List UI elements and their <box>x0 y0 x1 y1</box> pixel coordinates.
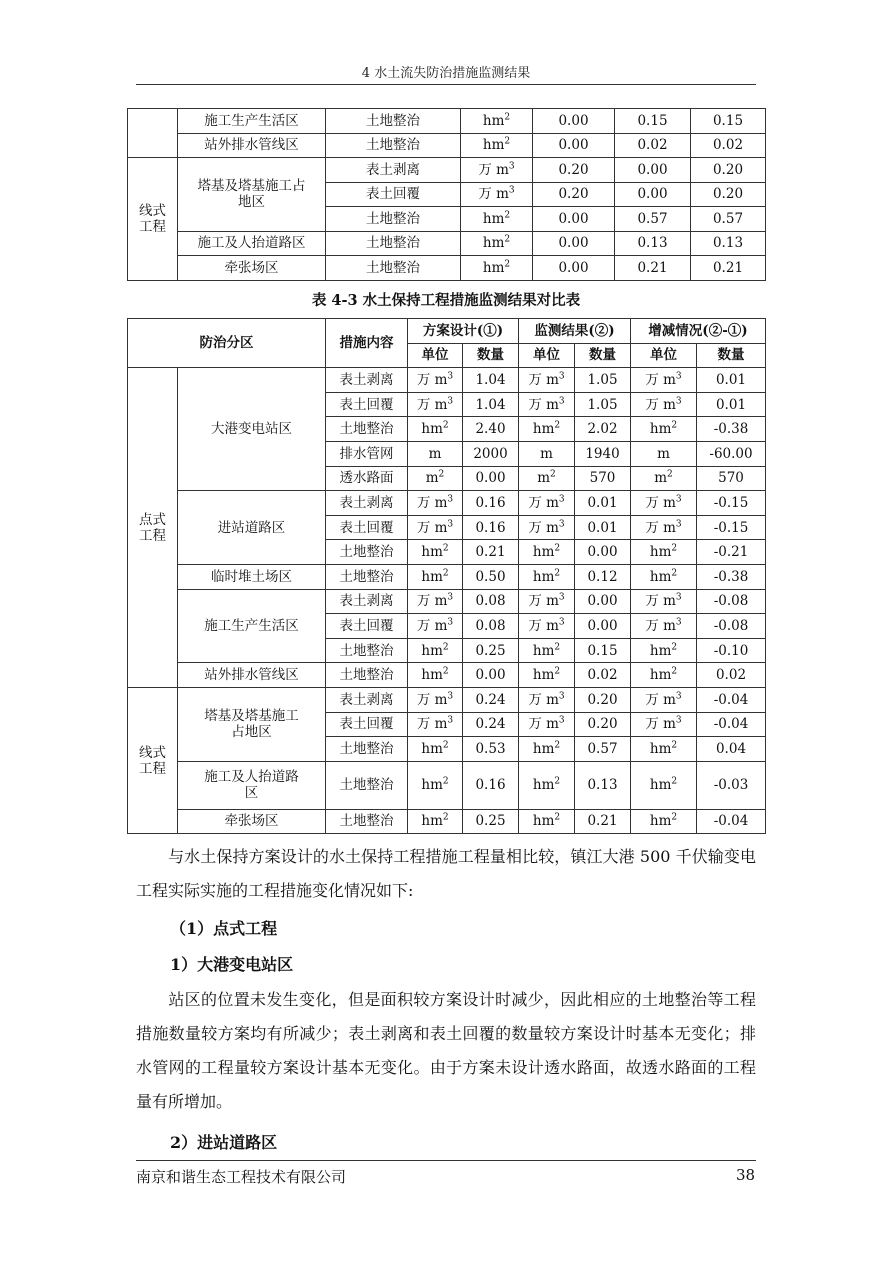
area-cell: 站外排水管线区 <box>178 663 326 688</box>
group-cell: 线式 工程 <box>128 158 178 281</box>
quantity-cell: 0.20 <box>575 687 631 712</box>
quantity-cell: -0.15 <box>697 491 766 516</box>
quantity-cell: 570 <box>697 466 766 491</box>
area-cell: 大港变电站区 <box>178 368 326 491</box>
header-measure: 措施内容 <box>326 319 408 368</box>
header-qty: 数量 <box>575 343 631 368</box>
unit-cell: 万 $m^3$ <box>519 589 575 614</box>
unit-cell: 万 $m^3$ <box>519 712 575 737</box>
quantity-cell: 1.04 <box>463 392 519 417</box>
measure-cell: 土地整治 <box>326 761 408 809</box>
unit-cell: $m^2$ <box>408 466 463 491</box>
table-row <box>128 158 766 183</box>
header-plan: 方案设计(①) <box>408 319 519 344</box>
unit-cell: m <box>631 441 697 466</box>
unit-cell: 万 $m^3$ <box>631 515 697 540</box>
unit-cell: 万 $m^3$ <box>408 491 463 516</box>
unit-cell: 万 $m^3$ <box>519 515 575 540</box>
value-cell: 0.00 <box>533 256 615 281</box>
unit-cell: 万 $m^3$ <box>408 392 463 417</box>
footer-rule <box>136 1160 756 1161</box>
area-cell: 临时堆土场区 <box>178 564 326 589</box>
measure-cell: 表土剥离 <box>326 687 408 712</box>
measure-cell: 表土回覆 <box>326 515 408 540</box>
unit-cell: $hm^2$ <box>461 207 533 232</box>
area-cell: 施工及人抬道路 区 <box>178 761 326 809</box>
unit-cell: 万 $m^3$ <box>408 687 463 712</box>
quantity-cell: 0.01 <box>575 515 631 540</box>
value-cell: 0.20 <box>533 182 615 207</box>
value-cell: 0.13 <box>615 231 691 256</box>
unit-cell: 万 $m^3$ <box>408 712 463 737</box>
header-zone: 防治分区 <box>128 319 326 368</box>
measure-cell: 表土剥离 <box>326 589 408 614</box>
unit-cell: 万 $m^3$ <box>408 589 463 614</box>
measure-cell: 土地整治 <box>326 737 408 762</box>
unit-cell: 万 $m^3$ <box>631 712 697 737</box>
heading-dagang-station: 1）大港变电站区 <box>170 955 294 974</box>
unit-cell: 万 $m^3$ <box>408 368 463 393</box>
area-cell: 站外排水管线区 <box>178 133 326 158</box>
measure-cell: 土地整治 <box>326 256 461 281</box>
value-cell: 0.00 <box>533 133 615 158</box>
value-cell: 0.00 <box>615 182 691 207</box>
unit-cell: $hm^2$ <box>631 540 697 565</box>
unit-cell: $hm^2$ <box>408 663 463 688</box>
paragraph-station: 站区的位置未发生变化，但是面积较方案设计时减少，因此相应的土地整治等工程措施数量较方案均有所减少；表土剥离和表土回覆的数量较方案设计时基本无变化；排水管网的工程量较方案设计基本无变化。由于方案未设计透水路面，故透水路面的工程量有所增加。 <box>136 990 756 1111</box>
unit-cell: $hm^2$ <box>519 737 575 762</box>
group-cell: 点式 工程 <box>128 368 178 688</box>
group-cell: 线式 工程 <box>128 687 178 833</box>
quantity-cell: 1.05 <box>575 368 631 393</box>
unit-cell: $hm^2$ <box>461 256 533 281</box>
value-cell: 0.20 <box>691 182 766 207</box>
value-cell: 0.00 <box>615 158 691 183</box>
quantity-cell: 0.02 <box>575 663 631 688</box>
unit-cell: $hm^2$ <box>631 663 697 688</box>
unit-cell: 万 $m^3$ <box>519 368 575 393</box>
unit-cell: $hm^2$ <box>519 761 575 809</box>
table-row <box>128 761 766 809</box>
quantity-cell: 0.24 <box>463 687 519 712</box>
measure-cell: 表土剥离 <box>326 158 461 183</box>
quantity-cell: -0.38 <box>697 564 766 589</box>
header-qty: 数量 <box>697 343 766 368</box>
page-header: 4 水土流失防治措施监测结果 <box>361 66 531 81</box>
unit-cell: $m^2$ <box>631 466 697 491</box>
unit-cell: 万 $m^3$ <box>519 491 575 516</box>
unit-cell: $hm^2$ <box>461 231 533 256</box>
paragraph-intro: 与水土保持方案设计的水土保持工程措施工程量相比较，镇江大港 500 千伏输变电工程实际实施的工程措施变化情况如下: <box>136 847 756 900</box>
value-cell: 0.20 <box>691 158 766 183</box>
quantity-cell: 0.12 <box>575 564 631 589</box>
table-row <box>128 368 766 393</box>
quantity-cell: 0.15 <box>575 638 631 663</box>
quantity-cell: -0.04 <box>697 687 766 712</box>
quantity-cell: 0.01 <box>575 491 631 516</box>
measure-cell: 土地整治 <box>326 207 461 232</box>
quantity-cell: 0.21 <box>463 540 519 565</box>
quantity-cell: 2000 <box>463 441 519 466</box>
unit-cell: $hm^2$ <box>631 761 697 809</box>
unit-cell: m <box>519 441 575 466</box>
unit-cell: $hm^2$ <box>631 737 697 762</box>
unit-cell: 万 $m^3$ <box>631 614 697 639</box>
quantity-cell: 0.16 <box>463 515 519 540</box>
unit-cell: $hm^2$ <box>519 564 575 589</box>
quantity-cell: 0.50 <box>463 564 519 589</box>
header-change: 增减情况(②-①) <box>631 319 766 344</box>
area-cell: 牵张场区 <box>178 809 326 834</box>
header-rule <box>136 84 756 85</box>
value-cell: 0.15 <box>615 109 691 134</box>
unit-cell: $hm^2$ <box>519 540 575 565</box>
page-number: 38 <box>736 1166 756 1184</box>
area-cell: 塔基及塔基施工占 地区 <box>178 158 326 232</box>
quantity-cell: 0.02 <box>697 663 766 688</box>
header-qty: 数量 <box>463 343 519 368</box>
value-cell: 0.21 <box>691 256 766 281</box>
measure-cell: 透水路面 <box>326 466 408 491</box>
area-cell: 施工生产生活区 <box>178 589 326 663</box>
unit-cell: 万 $m^3$ <box>408 614 463 639</box>
unit-cell: $hm^2$ <box>408 809 463 834</box>
quantity-cell: 0.16 <box>463 491 519 516</box>
measure-cell: 排水管网 <box>326 441 408 466</box>
quantity-cell: 0.00 <box>575 540 631 565</box>
area-cell: 施工及人抬道路区 <box>178 231 326 256</box>
quantity-cell: 0.00 <box>463 466 519 491</box>
unit-cell: 万 $m^3$ <box>519 687 575 712</box>
table-row <box>128 564 766 589</box>
table-row <box>128 491 766 516</box>
value-cell: 0.00 <box>533 207 615 232</box>
heading-point-project: （1）点式工程 <box>170 919 278 938</box>
table-row <box>128 687 766 712</box>
quantity-cell: 0.20 <box>575 712 631 737</box>
quantity-cell: 0.57 <box>575 737 631 762</box>
quantity-cell: -0.04 <box>697 712 766 737</box>
quantity-cell: 1.04 <box>463 368 519 393</box>
heading-access-road: 2）进站道路区 <box>170 1133 278 1152</box>
unit-cell: 万 $m^3$ <box>519 392 575 417</box>
header-unit: 单位 <box>519 343 575 368</box>
value-cell: 0.02 <box>691 133 766 158</box>
quantity-cell: -0.03 <box>697 761 766 809</box>
measure-cell: 表土回覆 <box>326 614 408 639</box>
value-cell: 0.21 <box>615 256 691 281</box>
quantity-cell: 0.13 <box>575 761 631 809</box>
unit-cell: $hm^2$ <box>461 109 533 134</box>
measure-cell: 表土剥离 <box>326 491 408 516</box>
value-cell: 0.57 <box>691 207 766 232</box>
measure-cell: 土地整治 <box>326 638 408 663</box>
quantity-cell: 0.04 <box>697 737 766 762</box>
unit-cell: $hm^2$ <box>408 737 463 762</box>
quantity-cell: 570 <box>575 466 631 491</box>
quantity-cell: -0.08 <box>697 589 766 614</box>
header-unit: 单位 <box>408 343 463 368</box>
quantity-cell: 0.25 <box>463 638 519 663</box>
quantity-cell: 0.21 <box>575 809 631 834</box>
quantity-cell: 0.08 <box>463 589 519 614</box>
quantity-cell: -0.15 <box>697 515 766 540</box>
quantity-cell: -0.10 <box>697 638 766 663</box>
unit-cell: 万 $m^3$ <box>631 491 697 516</box>
quantity-cell: 0.25 <box>463 809 519 834</box>
table-row <box>128 663 766 688</box>
unit-cell: 万 $m^3$ <box>631 392 697 417</box>
table-row <box>128 231 766 256</box>
table-row <box>128 809 766 834</box>
unit-cell: $m^2$ <box>519 466 575 491</box>
measure-cell: 土地整治 <box>326 109 461 134</box>
table-row <box>128 589 766 614</box>
comparison-table-body <box>128 368 766 834</box>
unit-cell: $hm^2$ <box>519 809 575 834</box>
value-cell: 0.57 <box>615 207 691 232</box>
measure-cell: 土地整治 <box>326 540 408 565</box>
quantity-cell: -0.21 <box>697 540 766 565</box>
quantity-cell: 2.40 <box>463 417 519 442</box>
quantity-cell: 0.01 <box>697 392 766 417</box>
measure-cell: 土地整治 <box>326 564 408 589</box>
unit-cell: $hm^2$ <box>408 638 463 663</box>
unit-cell: 万 $m^3$ <box>631 589 697 614</box>
quantity-cell: 0.53 <box>463 737 519 762</box>
group-cell-empty <box>128 109 178 158</box>
quantity-cell: 2.02 <box>575 417 631 442</box>
unit-cell: 万 $m^3$ <box>631 368 697 393</box>
area-cell: 牵张场区 <box>178 256 326 281</box>
measure-cell: 表土剥离 <box>326 368 408 393</box>
quantity-cell: 0.08 <box>463 614 519 639</box>
measure-cell: 土地整治 <box>326 809 408 834</box>
unit-cell: 万 $m^3$ <box>408 515 463 540</box>
value-cell: 0.00 <box>533 231 615 256</box>
measure-cell: 土地整治 <box>326 417 408 442</box>
value-cell: 0.02 <box>615 133 691 158</box>
table-row <box>128 133 766 158</box>
unit-cell: 万 $m^3$ <box>461 158 533 183</box>
table-caption: 表 4-3 水土保持工程措施监测结果对比表 <box>311 292 581 309</box>
unit-cell: m <box>408 441 463 466</box>
table-row <box>128 109 766 134</box>
quantity-cell: -0.08 <box>697 614 766 639</box>
unit-cell: $hm^2$ <box>519 663 575 688</box>
unit-cell: $hm^2$ <box>461 133 533 158</box>
measure-cell: 土地整治 <box>326 133 461 158</box>
value-cell: 0.00 <box>533 109 615 134</box>
table-row <box>128 256 766 281</box>
measure-cell: 表土回覆 <box>326 182 461 207</box>
quantity-cell: 0.01 <box>697 368 766 393</box>
header-monitor: 监测结果(②) <box>519 319 631 344</box>
quantity-cell: 0.00 <box>575 589 631 614</box>
measure-cell: 土地整治 <box>326 231 461 256</box>
value-cell: 0.15 <box>691 109 766 134</box>
unit-cell: $hm^2$ <box>631 564 697 589</box>
value-cell: 0.13 <box>691 231 766 256</box>
unit-cell: 万 $m^3$ <box>461 182 533 207</box>
header-unit: 单位 <box>631 343 697 368</box>
unit-cell: $hm^2$ <box>408 761 463 809</box>
continued-table <box>127 108 766 281</box>
area-cell: 施工生产生活区 <box>178 109 326 134</box>
value-cell: 0.20 <box>533 158 615 183</box>
unit-cell: $hm^2$ <box>631 417 697 442</box>
unit-cell: $hm^2$ <box>408 564 463 589</box>
measure-cell: 表土回覆 <box>326 712 408 737</box>
quantity-cell: 0.00 <box>575 614 631 639</box>
quantity-cell: -0.04 <box>697 809 766 834</box>
measure-cell: 表土回覆 <box>326 392 408 417</box>
area-cell: 进站道路区 <box>178 491 326 565</box>
unit-cell: $hm^2$ <box>519 638 575 663</box>
footer-company: 南京和谐生态工程技术有限公司 <box>136 1168 347 1186</box>
comparison-table <box>127 318 766 834</box>
quantity-cell: 0.00 <box>463 663 519 688</box>
continued-table-body <box>128 109 766 281</box>
quantity-cell: 1.05 <box>575 392 631 417</box>
unit-cell: $hm^2$ <box>408 540 463 565</box>
quantity-cell: -0.38 <box>697 417 766 442</box>
quantity-cell: 0.16 <box>463 761 519 809</box>
quantity-cell: -60.00 <box>697 441 766 466</box>
unit-cell: $hm^2$ <box>408 417 463 442</box>
unit-cell: 万 $m^3$ <box>519 614 575 639</box>
unit-cell: $hm^2$ <box>519 417 575 442</box>
unit-cell: 万 $m^3$ <box>631 687 697 712</box>
measure-cell: 土地整治 <box>326 663 408 688</box>
unit-cell: $hm^2$ <box>631 809 697 834</box>
area-cell: 塔基及塔基施工 占地区 <box>178 687 326 761</box>
quantity-cell: 1940 <box>575 441 631 466</box>
quantity-cell: 0.24 <box>463 712 519 737</box>
unit-cell: $hm^2$ <box>631 638 697 663</box>
